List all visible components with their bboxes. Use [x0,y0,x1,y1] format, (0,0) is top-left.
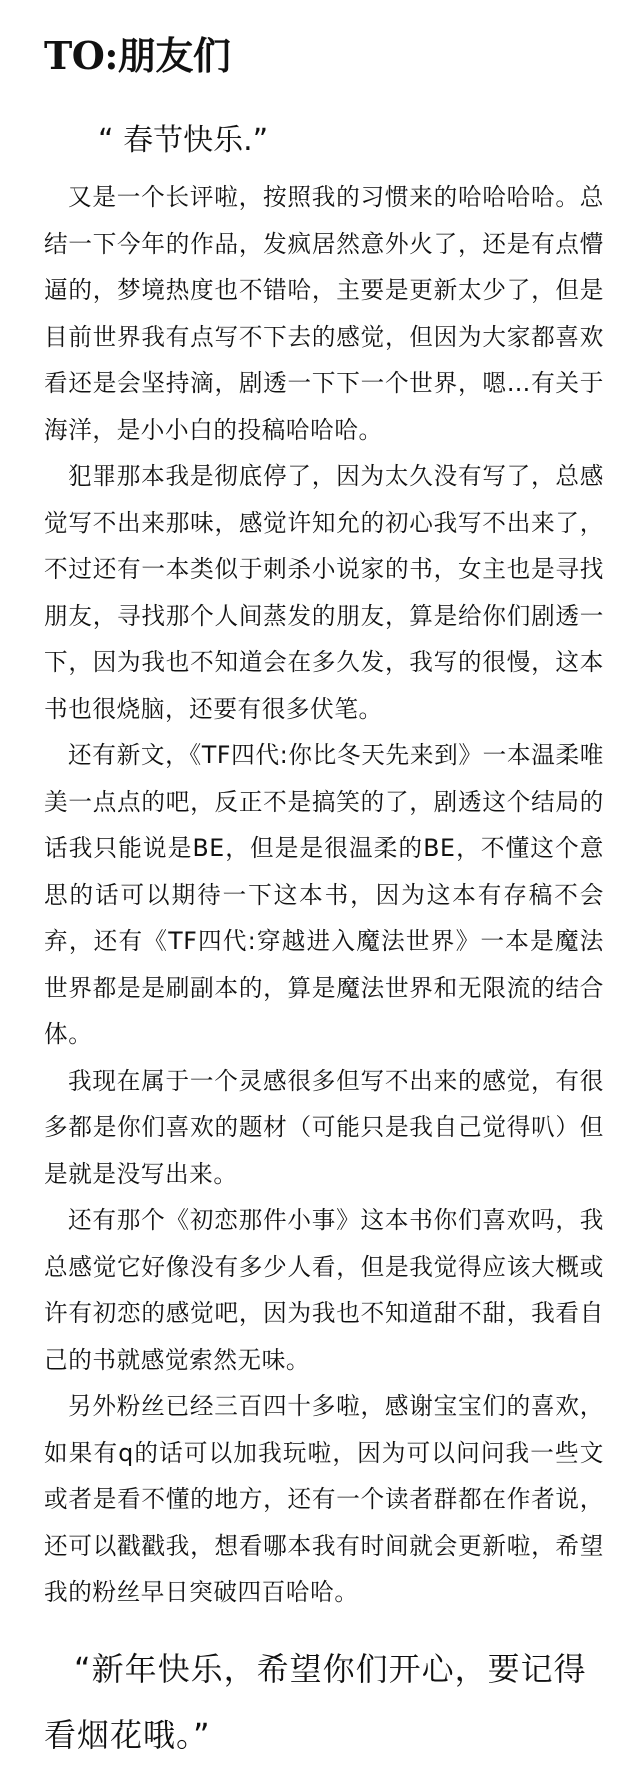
paragraph-6: 另外粉丝已经三百四十多啦，感谢宝宝们的喜欢，如果有q的话可以加我玩啦，因为可以问问我一些文或者是看不懂的地方，还有一个读者群都在作者说，还可以戳戳我，想看哪本我有时间就会更新啦，希望我的粉丝早日突破四百哈哈。 [44,1392,604,1606]
paragraph-2: 犯罪那本我是彻底停了，因为太久没有写了，总感觉写不出来那味，感觉许知允的初心我写不出来了，不过还有一本类似于刺杀小说家的书，女主也是寻找朋友，寻找那个人间蒸发的朋友，算是给你们剧透一下，因为我也不知道会在多久发，我写的很慢，这本书也很烧脑，还要有很多伏笔。 [44,462,604,723]
paragraph-5: 还有那个《初恋那件小事》这本书你们喜欢吗，我总感觉它好像没有多少人看，但是我觉得应该大概或许有初恋的感觉吧，因为我也不知道甜不甜，我看自己的书就感觉索然无味。 [44,1206,604,1374]
closing-wish: “新年快乐，希望你们开心，要记得看烟花哦。” [44,1650,587,1754]
paragraph-4: 我现在属于一个灵感很多但写不出来的感觉，有很多都是你们喜欢的题材（可能只是我自己觉得叭）但是就是没写出来。 [44,1066,604,1188]
paragraph-3: 还有新文，《TF四代:你比冬天先来到》一本温柔唯美一点点的吧，反正不是搞笑的了，剧透这个结局的话我只能说是BE，但是是很温柔的BE，不懂这个意思的话可以期待一下这本书，因为这本有存稿不会弃，还有《TF四代:穿越进入魔法世界》一本是魔法世界都是是刷副本的，算是魔法世界和无限流的结合体。 [44,741,604,1048]
letter-body [44,174,604,1616]
greeting-line: “ 春节快乐.” [98,123,269,158]
recipient-name: 朋友们 [117,34,231,78]
to-label: TO: [44,33,118,78]
letter-title [44,30,230,82]
paragraph-1: 又是一个长评啦，按照我的习惯来的哈哈哈哈。总结一下今年的作品，发疯居然意外火了，还是有点懵逼的，梦境热度也不错哈，主要是更新太少了，但是目前世界我有点写不下去的感觉，但因为大家都喜欢看还是会坚持滴，剧透一下下一个世界，嗯…有关于海洋，是小小白的投稿哈哈哈。 [44,183,604,444]
